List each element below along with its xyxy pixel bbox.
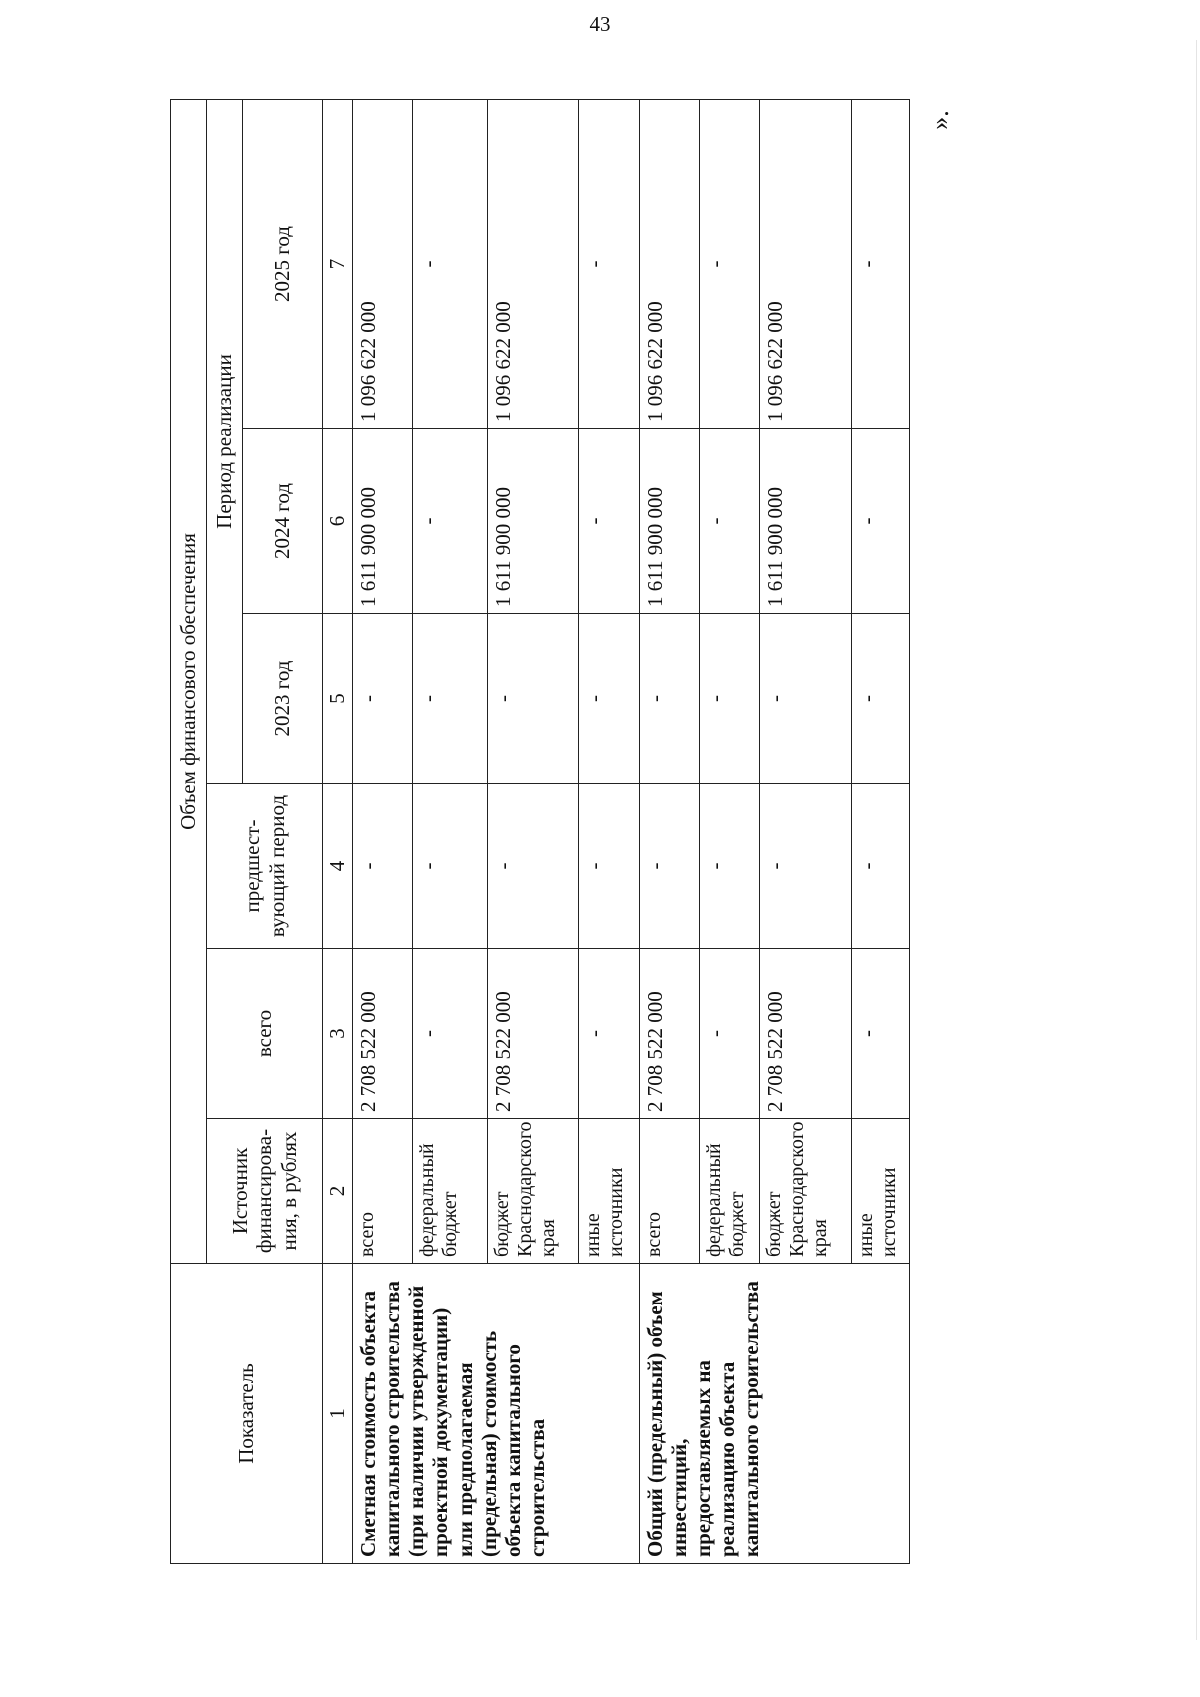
header-funding-volume: Объем финансового обеспечения <box>171 100 207 1264</box>
header-source: Источник финансирова-ния, в рублях <box>207 1119 323 1264</box>
page-number: 43 <box>589 12 611 36</box>
indicator-total-investment: Общий (предельный) объем инвестиций, предоставляемых на реализацию объекта капитального строительства <box>639 1264 909 1564</box>
value-2023: - <box>353 614 413 784</box>
value-2025: 1 096 622 000 <box>353 100 413 429</box>
table-row <box>353 100 413 1564</box>
value-2023: - <box>579 614 639 784</box>
source-cell: бюджет Краснодарского края <box>487 1119 579 1264</box>
rotated-table-wrapper <box>170 100 910 1564</box>
value-2024: - <box>413 429 487 614</box>
value-previous: - <box>639 784 699 949</box>
source-cell: иные источники <box>851 1119 909 1264</box>
value-previous: - <box>851 784 909 949</box>
value-2025: - <box>699 100 759 429</box>
value-2024: - <box>851 429 909 614</box>
source-cell: федеральный бюджет <box>699 1119 759 1264</box>
value-2024: 1 611 900 000 <box>353 429 413 614</box>
value-total: 2 708 522 000 <box>760 949 852 1119</box>
column-number: 2 <box>323 1119 353 1264</box>
value-2025: 1 096 622 000 <box>487 100 579 429</box>
column-number: 1 <box>323 1264 353 1564</box>
value-total: - <box>851 949 909 1119</box>
header-implementation-period: Период реализации <box>207 100 243 784</box>
header-year-2023: 2023 год <box>243 614 323 784</box>
value-2025: - <box>851 100 909 429</box>
value-previous: - <box>579 784 639 949</box>
value-2025: - <box>579 100 639 429</box>
value-previous: - <box>760 784 852 949</box>
column-numbers-row <box>323 100 353 1564</box>
value-previous: - <box>413 784 487 949</box>
header-year-2025: 2025 год <box>243 100 323 429</box>
header-indicator: Показатель <box>171 1264 323 1564</box>
source-cell: федеральный бюджет <box>413 1119 487 1264</box>
source-cell: бюджет Краснодарского края <box>760 1119 852 1264</box>
header-row-1 <box>171 100 207 1564</box>
indicator-estimated-cost: Сметная стоимость объекта капитального строительства (при наличии утвержденной проектной документации) или предполагаемая (предельная) стоимость объекта капитального строительства <box>353 1264 640 1564</box>
value-2023: - <box>760 614 852 784</box>
value-2023: - <box>487 614 579 784</box>
header-total: всего <box>207 949 323 1119</box>
value-previous: - <box>487 784 579 949</box>
source-cell: иные источники <box>579 1119 639 1264</box>
source-cell: всего <box>639 1119 699 1264</box>
financing-table <box>170 99 910 1564</box>
value-2024: - <box>699 429 759 614</box>
value-2024: 1 611 900 000 <box>487 429 579 614</box>
header-previous-period: предшест-вующий период <box>207 784 323 949</box>
source-cell: всего <box>353 1119 413 1264</box>
value-total: - <box>413 949 487 1119</box>
scan-margin-line <box>1196 40 1197 1640</box>
column-number: 3 <box>323 949 353 1119</box>
closing-quote-mark: ». <box>924 110 954 130</box>
value-total: 2 708 522 000 <box>353 949 413 1119</box>
value-2024: 1 611 900 000 <box>639 429 699 614</box>
column-number: 5 <box>323 614 353 784</box>
value-total: 2 708 522 000 <box>639 949 699 1119</box>
value-previous: - <box>353 784 413 949</box>
value-total: - <box>699 949 759 1119</box>
column-number: 7 <box>323 100 353 429</box>
value-2025: - <box>413 100 487 429</box>
value-2023: - <box>639 614 699 784</box>
value-2023: - <box>699 614 759 784</box>
value-total: - <box>579 949 639 1119</box>
value-2025: 1 096 622 000 <box>760 100 852 429</box>
value-2023: - <box>851 614 909 784</box>
header-year-2024: 2024 год <box>243 429 323 614</box>
value-previous: - <box>699 784 759 949</box>
table-row <box>639 100 699 1564</box>
column-number: 4 <box>323 784 353 949</box>
value-2023: - <box>413 614 487 784</box>
column-number: 6 <box>323 429 353 614</box>
value-2024: - <box>579 429 639 614</box>
value-2025: 1 096 622 000 <box>639 100 699 429</box>
value-2024: 1 611 900 000 <box>760 429 852 614</box>
value-total: 2 708 522 000 <box>487 949 579 1119</box>
